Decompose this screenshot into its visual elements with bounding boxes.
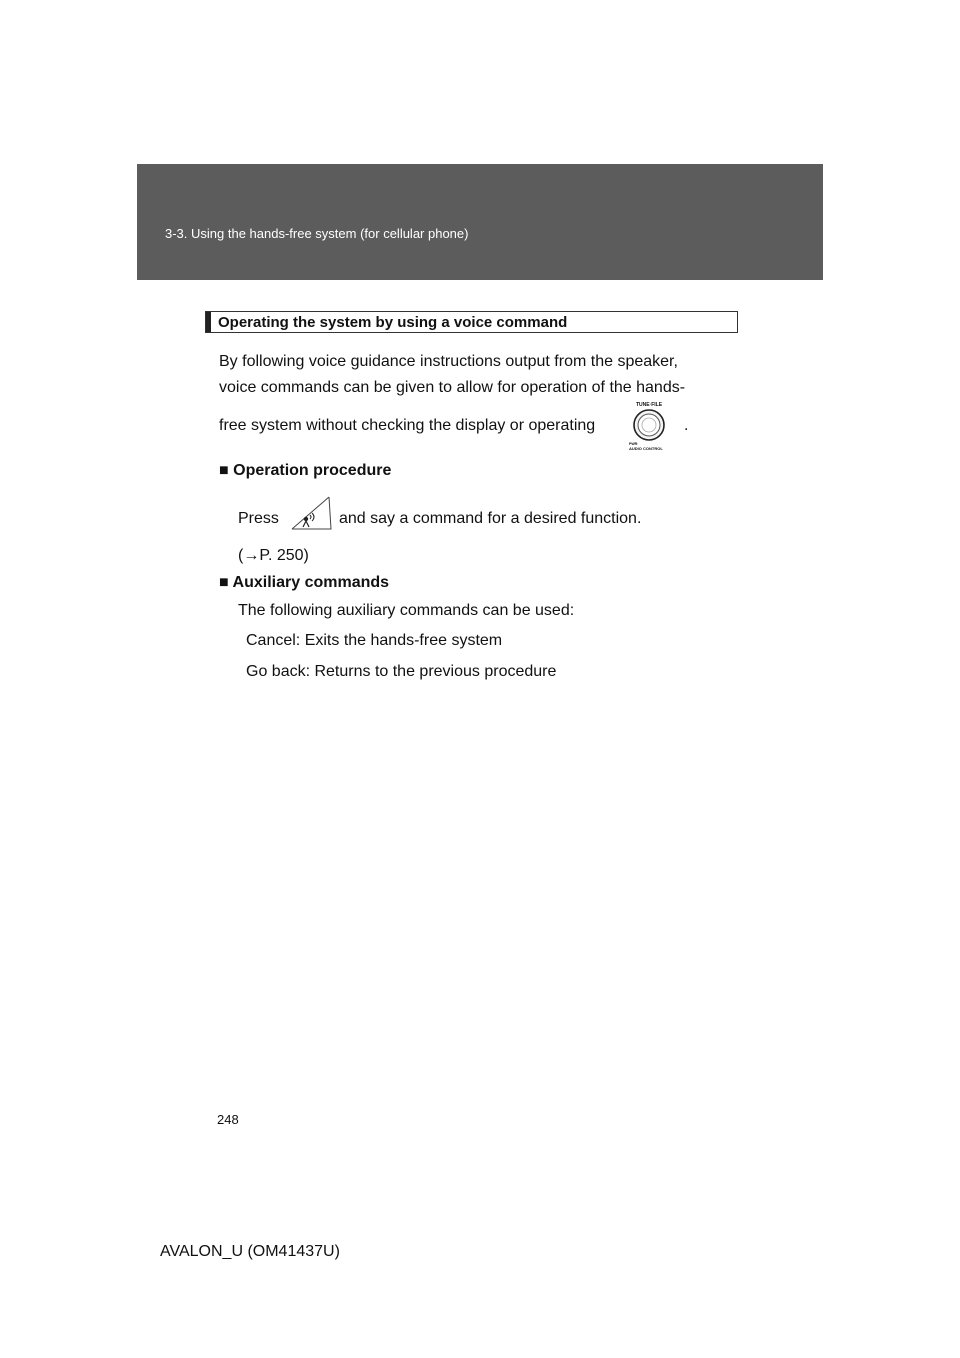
tune-file-knob-icon xyxy=(621,398,677,452)
operation-heading xyxy=(219,462,391,480)
page-reference-link[interactable]: (→P. 250) xyxy=(238,547,309,564)
voice-button-edge-diagonal xyxy=(292,497,329,529)
press-label: Press xyxy=(238,510,279,527)
operation-heading-text: Operation procedure xyxy=(233,462,392,479)
voice-talk-button-icon xyxy=(289,495,333,531)
intro-line-3-period: . xyxy=(684,417,689,434)
knob-bottom-label-2: AUDIO CONTROL xyxy=(629,446,663,451)
auxiliary-heading xyxy=(219,574,389,592)
knob-bottom-label-1: PWR· xyxy=(629,442,639,446)
section-heading-title: Operating the system by using a voice command xyxy=(218,314,568,331)
auxiliary-item-cancel: Cancel: Exits the hands-free system xyxy=(246,632,503,649)
header-band xyxy=(137,164,823,280)
press-instruction: and say a command for a desired function. xyxy=(339,510,642,527)
knob-inner-ring xyxy=(638,414,660,436)
header-section-title: 3-3. Using the hands-free system (for cellular phone) xyxy=(165,226,469,241)
intro-line-1: By following voice guidance instructions output from the speaker, xyxy=(219,353,678,370)
voice-button-body xyxy=(303,521,309,527)
auxiliary-intro: The following auxiliary commands can be used: xyxy=(238,602,575,619)
operation-bullet: ■ xyxy=(219,462,229,479)
intro-line-3 xyxy=(219,417,595,435)
intro-line-2: voice commands can be given to allow for operation of the hands- xyxy=(219,379,686,396)
auxiliary-item-go-back: Go back: Returns to the previous procedure xyxy=(246,663,557,680)
auxiliary-bullet: ■ xyxy=(219,574,229,591)
page-number: 248 xyxy=(217,1112,239,1127)
auxiliary-heading-text: Auxiliary commands xyxy=(232,574,390,591)
voice-button-head xyxy=(304,517,308,521)
knob-top-label: TUNE·FILE xyxy=(635,402,663,408)
section-heading xyxy=(205,311,738,333)
voice-button-waves xyxy=(310,513,314,521)
document-footer: AVALON_U (OM41437U) xyxy=(160,1243,340,1260)
intro-line-3-text: free system without checking the display or operating xyxy=(219,417,596,434)
section-heading-accent xyxy=(206,312,211,332)
